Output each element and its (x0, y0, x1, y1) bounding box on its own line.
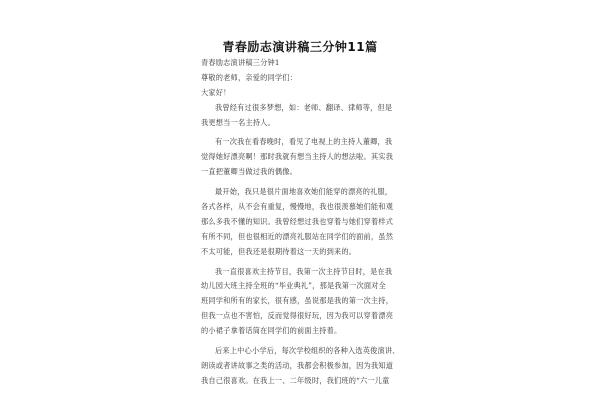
text-line: 班同学和所有的家长，很有感，虽说那是我的第一次主持， (201, 296, 394, 306)
text-line: 最开始，我只是很片面地喜欢她们能穿的漂亮的礼服， (215, 187, 393, 197)
text-line: 的小裙子拿着话筒在同学们的前面主持着。 (201, 326, 342, 336)
text-line: 后来上中心小学后，每次学校组织的各种入选英俊演讲、 (215, 346, 400, 356)
text-line: 那么多我不懂的知识。我曾经想过我也穿着与她们穿着样式 (201, 216, 394, 226)
text-line: 有所不同，但也很相近的漂亮礼服站在同学们的面前，虽然 (201, 231, 394, 241)
text-line: 我更想当一名主持人。 (201, 117, 275, 127)
text-line: 我曾经有过很多梦想，如：老师、翻译、律师等，但是 (215, 102, 393, 112)
text-line: 我自己很喜欢。在我上一、二年级时，我们班的“六一儿童 (201, 375, 390, 385)
text-line: 尊敬的老师，亲爱的同学们： (201, 72, 298, 82)
text-line: 不太可能，但我还是很期待着这一天的到来的。 (201, 246, 357, 256)
text-line: 各式各样，从不会有重复，慢慢地，我也很羡慕她们能和观 (201, 202, 394, 212)
text-line: 我一直很喜欢主持节目，我第一次主持节目时，是在我 (215, 266, 393, 276)
text-line: 朗读或者讲故事之类的活动，我都会积极参加，因为我知道 (201, 360, 394, 370)
text-line: 大家好！ (201, 87, 231, 97)
document-body (201, 56, 406, 389)
text-line: 有一次我在看春晚时，看见了电视上的主持人董卿，我 (215, 137, 393, 147)
text-line: 幼儿园大班主持全班的“毕业典礼”，那是我第一次面对全 (201, 281, 387, 291)
text-line: 一直把董卿当做过我的偶像。 (201, 167, 298, 177)
text-line: 觉得她好漂亮啊！那时我就有想当主持人的想法啦。其实我 (201, 152, 394, 162)
document-title: 青春励志演讲稿三分钟11篇 (222, 40, 378, 54)
text-line: 青春励志演讲稿三分钟1 (201, 58, 280, 67)
text-line: 但我一点也不害怕，反而觉得很好玩，因为我可以穿着漂亮 (201, 311, 394, 321)
